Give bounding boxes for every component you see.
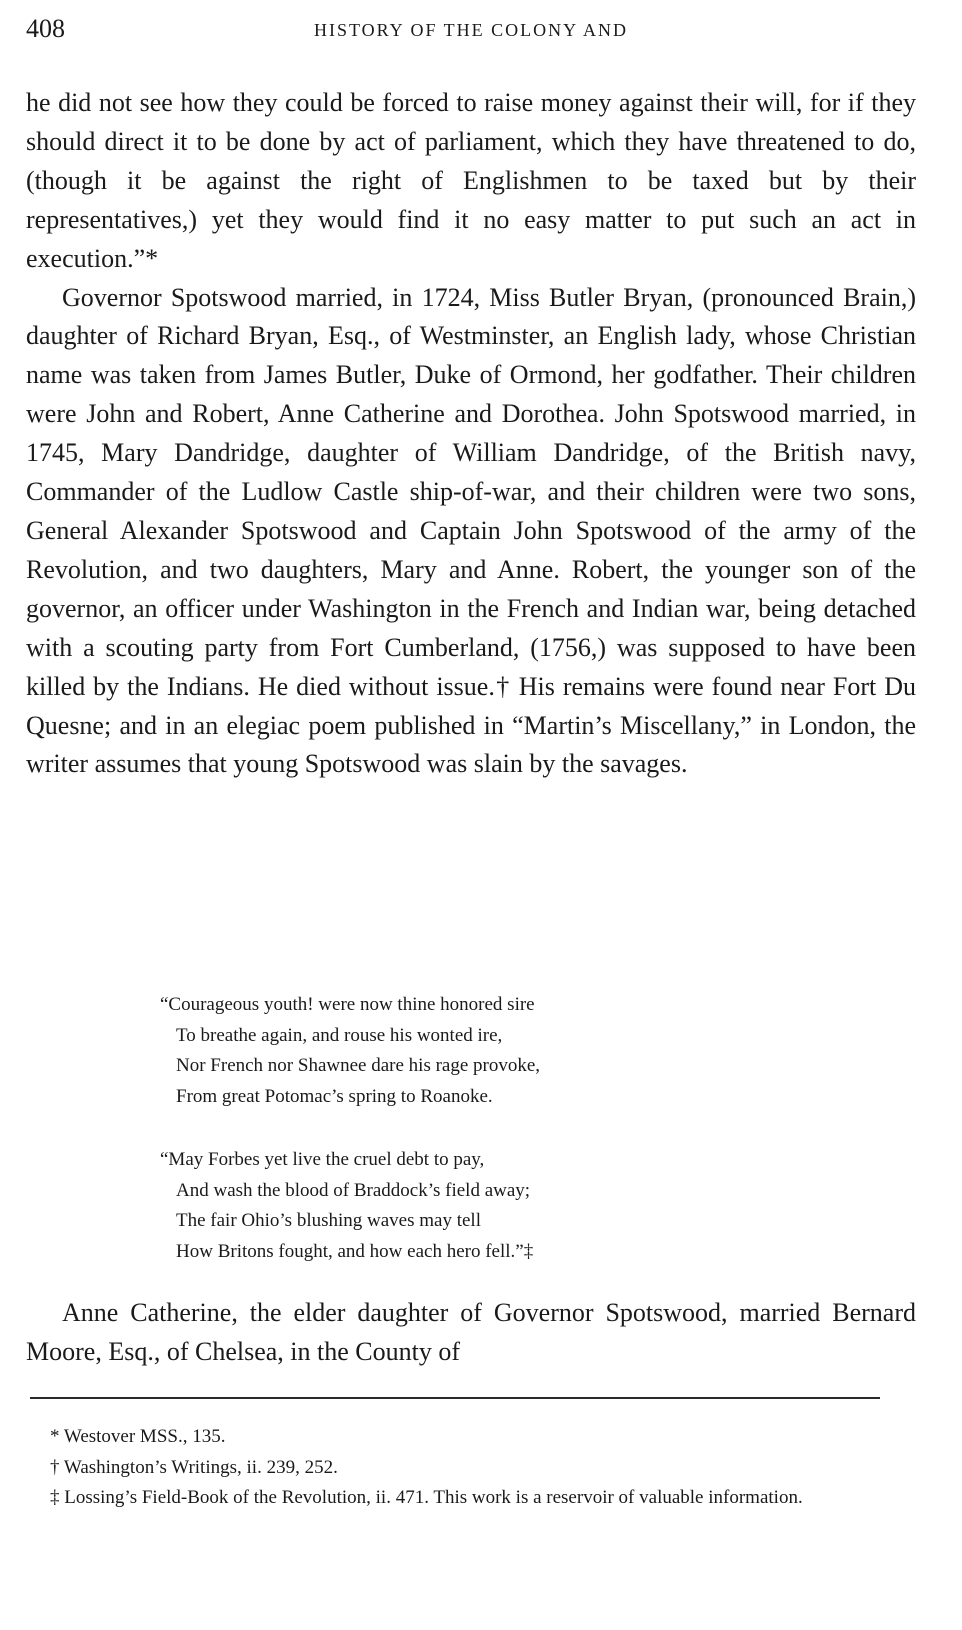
paragraph-spotswood-family: Governor Spotswood married, in 1724, Miss Butler Bryan, (pronounced Brain,) daughter of Richard Bryan, Esq., of Westminster, an English lady, whose Christian name was taken from James Butler, Duke of Ormond, her godfather. Their children were John and Robert, Anne Catherine and Dorothea. John Spotswood married, in 1745, Mary Dandridge, daughter of William Dandridge, of the British navy, Commander of the Ludlow Castle ship-of-war, and their children were two sons, General Alexander Spotswood and Captain John Spotswood of the army of the Revolution, and two daughters, Mary and Anne. Robert, the younger son of the governor, an officer under Washington in the French and Indian war, being detached with a scouting party from Fort Cumberland, (1756,) was supposed to have been killed by the Indians. He died without issue.† His remains were found near Fort Du Quesne; and in an elegiac poem published in “Martin’s Miscellany,” in London, the writer assumes that young Spotswood was slain by the savages. xyxy=(26,282,916,779)
closing-text xyxy=(26,1294,916,1372)
poem-line: “Courageous youth! were now thine honored sire xyxy=(160,994,535,1015)
page-number: 408 xyxy=(26,14,65,43)
poem-line: To breathe again, and rouse his wonted ire, xyxy=(176,1024,503,1046)
poem-line: And wash the blood of Braddock’s field away; xyxy=(176,1179,531,1201)
poem-line: Nor French nor Shawnee dare his rage provoke, xyxy=(176,1055,541,1076)
page-header xyxy=(26,10,916,46)
poem-line: How Britons fought, and how each hero fell.”‡ xyxy=(176,1240,534,1262)
footnote-asterisk: * Westover MSS., 135. xyxy=(50,1426,226,1447)
poem-line: “May Forbes yet live the cruel debt to pay, xyxy=(160,1149,485,1170)
footnote-divider xyxy=(30,1397,880,1399)
paragraph-anne-catherine: Anne Catherine, the elder daughter of Governor Spotswood, married Bernard Moore, Esq., of Chelsea, in the County of xyxy=(26,1298,916,1366)
body-text xyxy=(26,84,916,784)
running-title: HISTORY OF THE COLONY AND xyxy=(313,20,629,40)
footnotes xyxy=(26,1422,916,1514)
poem-stanza-1 xyxy=(160,990,720,1112)
poem-stanza-2 xyxy=(160,1145,720,1267)
footnote-double-dagger: ‡ Lossing’s Field-Book of the Revolution, ii. 471. This work is a reservoir of valuable information. xyxy=(50,1487,803,1508)
paragraph-continued: he did not see how they could be forced to raise money against their will, for if they should direct it to be done by act of parliament, which they have threatened to do, (though it be against the right of Englishmen to be taxed but by their representatives,) yet they would find it no easy matter to put such an act in execution.”* xyxy=(26,88,916,273)
footnote-dagger: † Washington’s Writings, ii. 239, 252. xyxy=(50,1456,338,1478)
poem-line: The fair Ohio’s blushing waves may tell xyxy=(176,1210,481,1231)
poem-line: From great Potomac’s spring to Roanoke. xyxy=(176,1085,493,1107)
